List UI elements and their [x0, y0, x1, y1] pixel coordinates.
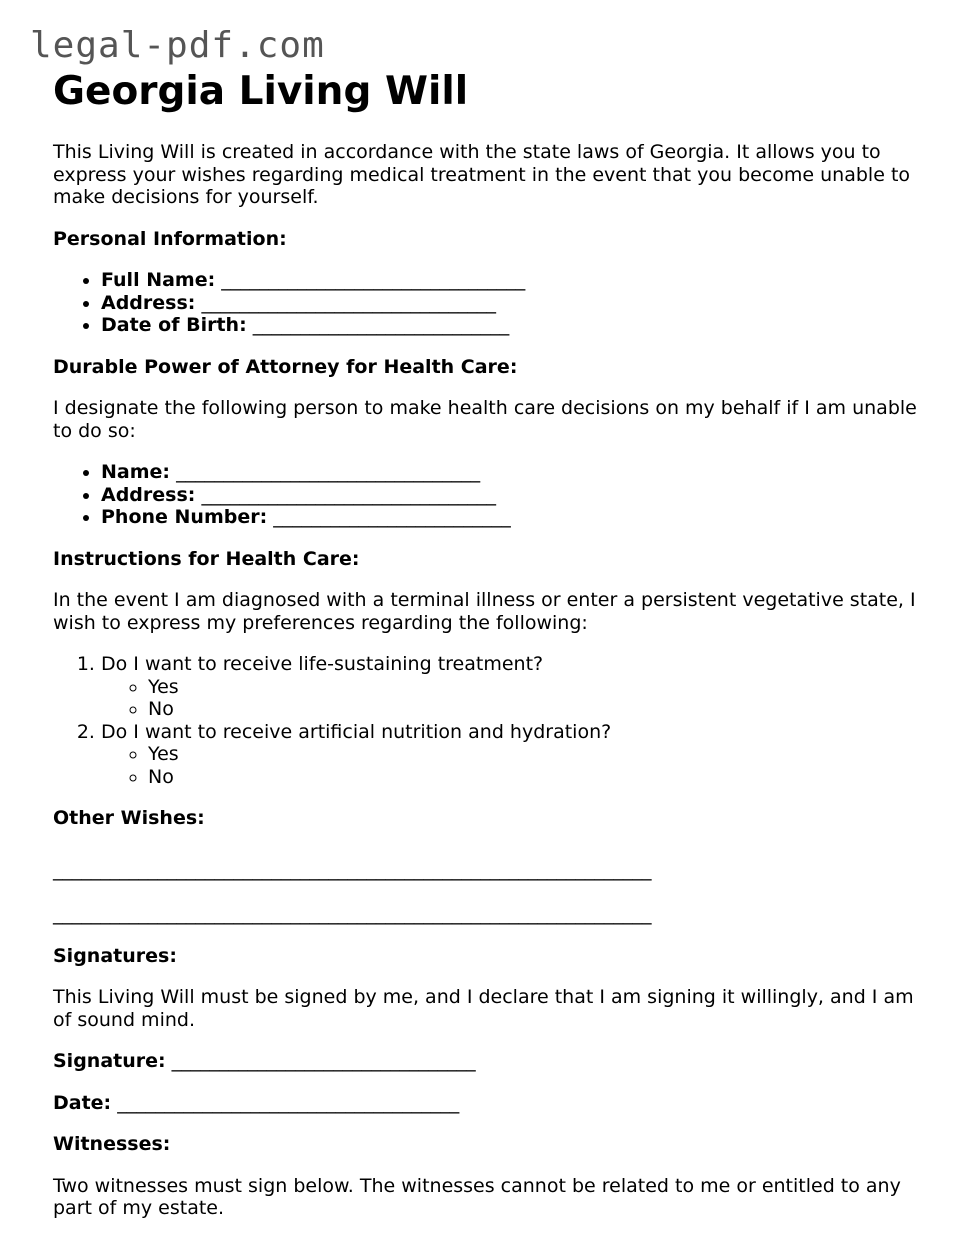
other-wishes-heading: Other Wishes: — [53, 807, 205, 829]
date-field[interactable]: ____________________________________ — [117, 1091, 460, 1114]
witnesses-paragraph: Two witnesses must sign below. The witnesses cannot be related to me or entitled to any part of my estate. — [53, 1174, 901, 1219]
date-of-birth-field[interactable]: ___________________________ — [252, 314, 510, 336]
option-no[interactable]: ◦ No — [148, 766, 923, 789]
poa-heading: Durable Power of Attorney for Health Care: — [53, 355, 518, 378]
other-wishes-line-1[interactable]: _______________________________________________________________ — [53, 858, 652, 881]
signatures-heading: Signatures: — [53, 944, 177, 967]
questions-list — [53, 653, 923, 788]
watermark: legal-pdf.com — [30, 25, 325, 66]
question-item — [101, 653, 923, 721]
option-yes[interactable]: ◦ Yes — [148, 743, 923, 766]
question-item — [101, 721, 923, 789]
instructions-paragraph: In the event I am diagnosed with a terminal illness or enter a persistent vegetative state, I wish to express my preferences regarding the following: — [53, 589, 916, 634]
list-item — [101, 269, 923, 292]
list-item — [101, 484, 923, 507]
question-text: Do I want to receive life-sustaining treatment? — [101, 653, 544, 675]
agent-address-field[interactable]: _______________________________ — [201, 483, 496, 506]
list-item — [101, 461, 923, 484]
agent-address-label: Address: — [101, 483, 196, 506]
date-label: Date: — [53, 1091, 112, 1114]
poa-paragraph: I designate the following person to make health care decisions on my behalf if I am unable to do so: — [53, 397, 917, 442]
signatures-paragraph: This Living Will must be signed by me, and I declare that I am signing it willingly, and I am of sound mind. — [53, 986, 914, 1031]
agent-name-field[interactable]: ________________________________ — [176, 461, 481, 483]
personal-info-heading: Personal Information: — [53, 227, 287, 250]
agent-name-label: Name: — [101, 461, 171, 483]
option-yes[interactable]: ◦ Yes — [148, 676, 923, 699]
full-name-field[interactable]: ________________________________ — [221, 269, 526, 291]
agent-info-list — [53, 461, 923, 529]
document-title: Georgia Living Will — [53, 69, 469, 114]
agent-phone-field[interactable]: _________________________ — [273, 506, 511, 528]
address-field[interactable]: _______________________________ — [201, 291, 496, 314]
witnesses-heading: Witnesses: — [53, 1133, 171, 1155]
other-wishes-line-2[interactable]: _______________________________________________________________ — [53, 903, 652, 925]
list-item — [101, 506, 923, 529]
question-text: Do I want to receive artificial nutrition and hydration? — [101, 720, 612, 743]
personal-info-list — [53, 269, 923, 337]
date-of-birth-label: Date of Birth: — [101, 314, 247, 336]
signature-label: Signature: — [53, 1050, 166, 1072]
intro-paragraph: This Living Will is created in accordance with the state laws of Georgia. It allows you to express your wishes regarding medical treatment in the event that you become unable to make decisions for yourself. — [53, 141, 911, 208]
full-name-label: Full Name: — [101, 269, 216, 291]
signature-field[interactable]: ________________________________ — [171, 1050, 476, 1072]
agent-phone-label: Phone Number: — [101, 506, 268, 528]
document-page — [53, 70, 923, 1220]
list-item — [101, 292, 923, 315]
instructions-heading: Instructions for Health Care: — [53, 547, 360, 570]
option-no[interactable]: ◦ No — [148, 698, 923, 721]
list-item — [101, 314, 923, 337]
address-label: Address: — [101, 291, 196, 314]
